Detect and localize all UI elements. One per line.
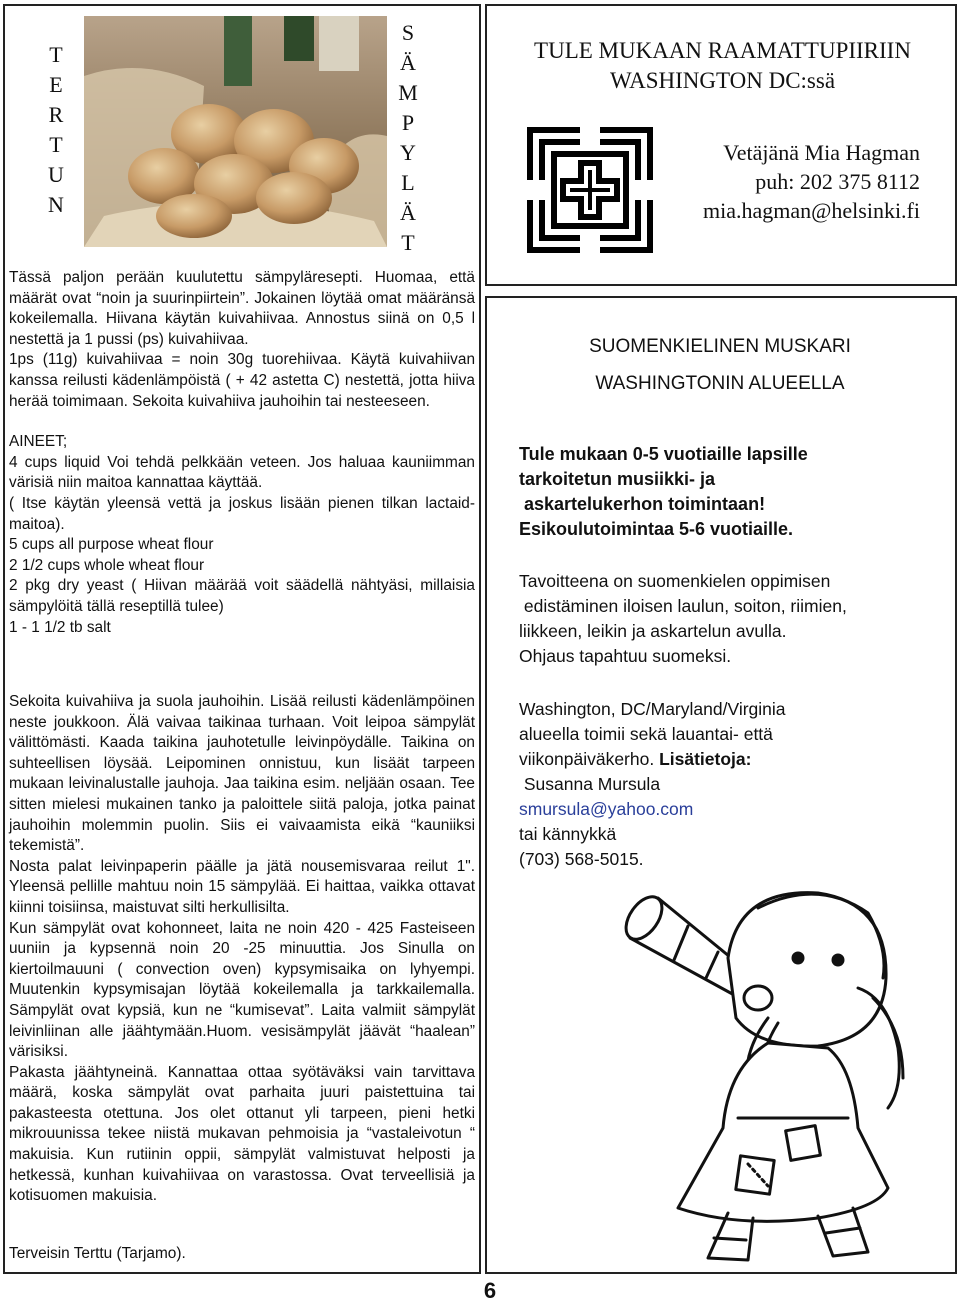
recipe-signoff [9,1244,475,1265]
letter: Ä [400,50,416,75]
intro-paragraph: Tässä paljon perään kuulutettu sämpyläresepti. Huomaa, että määrät ovat “noin ja suurinpiirtein”. Jokainen löytää omat määränsä kokeilemalla. Hiivana käytän kuivahiivaa. Annostus siinä on 0,5 l nestettä ja 1 pussi (ps) kuivahiivaa. [9,269,475,348]
invite-line: Esikoulutoimintaa 5-6 vuotiaille. [519,519,794,539]
contact-name: Susanna Mursula [519,774,661,794]
page-number: 6 [483,1278,497,1303]
letter: T [401,230,415,255]
contact-email[interactable]: smursula@yahoo.com [519,799,694,819]
recipe-intro [9,268,475,638]
goal-line: edistäminen iloisen laulun, soiton, riimien, [519,596,847,616]
music-club-heading-2: WASHINGTONIN ALUEELLA [595,373,845,394]
instruction-paragraph: Kun sämpylät ovat kohonneet, laita ne noin 420 - 425 Fasteiseen uuniin ja kypsennä noin 20 -25 minuuttia. Jos Sinulla on kiertoilmauuni ( convection oven) kypsymisaika on lyhyempi. Muutenkin kypsymisajan löytää kokeilemalla ja tarkkailemalla. Sämpylät ovat kypsiä, kun ne “kumisevat”. Laita valmiit sämpylät leivinliinan alle jäähtymään.Huom. vesisämpylät jäävät “haalean” värisiksi. [9,919,475,1061]
invite-line: Tule mukaan 0-5 vuotiaille lapsille [519,444,808,464]
ingredient-item: 1 - 1 1/2 tb salt [9,618,111,636]
goal-line: Ohjaus tapahtuu suomeksi. [519,646,732,666]
ingredient-item: 2 1/2 cups whole wheat flour [9,556,205,574]
letter: P [401,110,415,135]
ingredient-item: 2 pkg dry yeast ( Hiivan määrää voit säädellä nähtyäsi, millaisia sämpylöitä tällä reseptillä tulee) [9,577,475,615]
ingredient-item: 5 cups all purpose wheat flour [9,536,214,554]
area-line [519,747,939,772]
intro-paragraph: 1ps (11g) kuivahiivaa = noin 30g tuorehiivaa. Käytä kuivahiivan kanssa reilusti kädenlämpöistä ( + 42 astetta C) nestettä, jotta hiiva herää toimimaan. Sekoita kuivahiiva jauhoihin tai nesteeseen. [9,351,475,410]
letter: T [49,132,63,157]
music-club-area [519,697,939,872]
signoff-text: Terveisin Terttu (Tarjamo). [9,1245,186,1262]
music-club-goal [519,569,939,669]
letter: Ä [400,200,416,225]
vertical-title-tertun [44,40,68,220]
area-text: viikonpäiväkerho. [519,749,660,769]
invite-line: askartelukerhon toimintaan! [519,494,766,514]
music-club-heading-1: SUOMENKIELINEN MUSKARI [589,336,851,357]
invite-line: tarkoitetun musiikki- ja [519,469,716,489]
letter: N [48,192,64,217]
bible-study-title [500,36,945,96]
bread-rolls-basket-photo [84,16,387,247]
letter: S [401,20,415,45]
area-line: Washington, DC/Maryland/Virginia [519,699,786,719]
music-club-invite [519,442,939,542]
info-label: Lisätietoja: [659,749,752,769]
contact-phone: (703) 568-5015. [519,849,644,869]
contact-or: tai kännykkä [519,824,617,844]
instruction-paragraph: Nosta palat leivinpaperin päälle ja jätä nousemisvaraa reilut 1". Yleensä pellille mahtuu noin 15 sämpylää. Ei haittaa, vaikka ottavat kiinni toisiinsa, maistuvat silti herkullisilta. [9,857,475,916]
leader-name: Vetäjänä Mia Hagman [723,140,920,165]
letter: U [48,162,64,187]
ingredient-item: ( Itse käytän yleensä vettä ja joskus lisään pienen tilkan lactaid-maitoa). [9,494,475,533]
title-line: WASHINGTON DC:ssä [609,68,836,93]
doll-with-horn-illustration [618,868,918,1266]
letter: M [398,80,418,105]
cross-logo-icon [520,120,660,260]
letter: R [48,102,64,127]
title-line: TULE MUKAAN RAAMATTUPIIRIIN [534,38,911,63]
email-address[interactable]: mia.hagman@helsinki.fi [703,198,920,223]
vertical-title-sampylat [396,18,420,258]
ingredient-item: 4 cups liquid Voi tehdä pelkkään veteen. Jos haluaa kauniimman värisiä niin maitoa kannattaa käyttää. [9,453,475,492]
letter: T [49,42,63,67]
letter: Y [400,140,416,165]
area-line: alueella toimii sekä lauantai- että [519,724,773,744]
goal-line: liikkeen, leikin ja askartelun avulla. [519,621,787,641]
bible-study-contact [640,138,920,225]
instruction-paragraph: Sekoita kuivahiiva ja suola jauhoihin. Lisää reilusti kädenlämpöinen neste joukkoon. Älä vaivaa taikinaa turhaan. Voit leipoa sämpylät välittömästi. Kaada taikina jauhotetulle leivinpöydälle. Taikina on suhteellisen löysää. Leipominen onnistuu, kun lisäät tarpeen mukaan leivinalustalle jauhoja. Jaa taikina esim. neljään osaan. Tee sitten mielesi mukainen tanko ja paloittele siitä paloja, jotka painat jauhoihin molemmin puolin. Siis ei vaivaamista eikä “kauniiksi tekemistä”. [9,693,475,855]
goal-line: Tavoitteena on suomenkielen oppimisen [519,571,831,591]
letter: E [49,72,63,97]
letter: L [401,170,415,195]
phone-number: puh: 202 375 8112 [755,169,920,194]
ingredients-title: AINEET; [9,433,68,451]
recipe-instructions [9,692,475,1207]
instruction-paragraph: Pakasta jäähtyneinä. Kannattaa ottaa syötäväksi vain tarvittava määrä, koska sämpylät ovat parhaita juuri paistettuina tai pakasteesta otettuna. Jos olet ottanut yli tarpeen, pieni hetki mikrouunissa tekee niistä mukavan pehmoisia ja “vastaleivotun “ makuisia. Kun rutiinin oppii, sämpylät valmistuvat helposti ja hetkessä, kunhan kuivahiivaa on varastossa. Ovat terveellisiä ja kotisuomen makuisia. [9,1063,475,1205]
